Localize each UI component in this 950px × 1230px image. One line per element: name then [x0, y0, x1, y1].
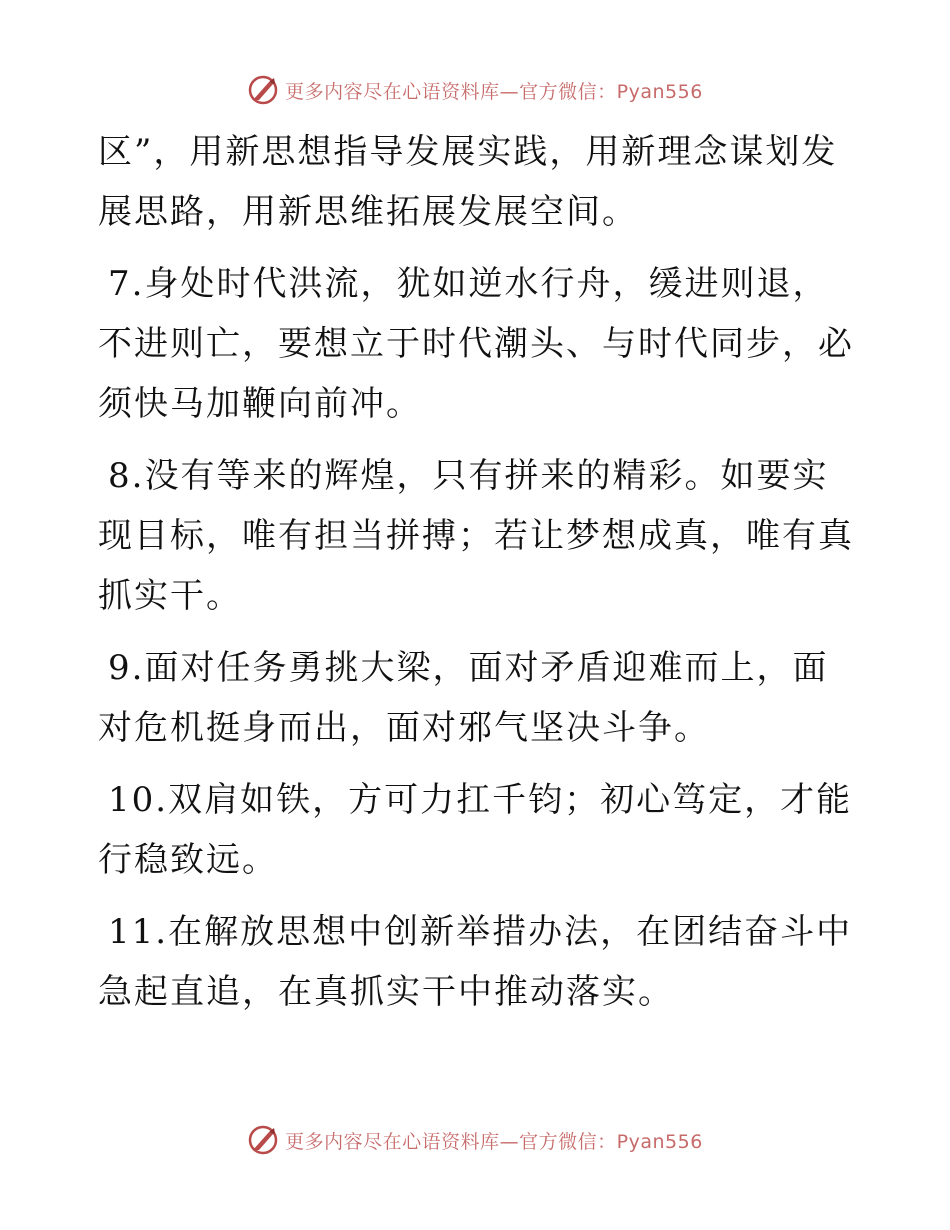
header-banner: [0, 70, 950, 110]
paragraph-item-9: 9.面对任务勇挑大梁，面对矛盾迎难而上，面对危机挺身而出，面对邪气坚决斗争。: [98, 648, 829, 748]
footer-banner-text: 更多内容尽在心语资料库—官方微信：Pyan556: [285, 1130, 703, 1153]
footer-banner: [0, 1120, 950, 1160]
paragraph-item-10: 10.双肩如铁，方可力扛千钧；初心笃定，才能行稳致远。: [98, 780, 853, 880]
header-banner-text: 更多内容尽在心语资料库—官方微信：Pyan556: [285, 80, 703, 103]
document-body: [98, 122, 858, 1034]
quill-pen-logo-icon: [247, 1124, 279, 1156]
paragraph-item-11: 11.在解放思想中创新举措办法，在团结奋斗中急起直追，在真抓实干中推动落实。: [98, 912, 853, 1012]
quill-pen-logo-icon: [247, 74, 279, 106]
paragraph-item-8: 8.没有等来的辉煌，只有拼来的精彩。如要实现目标，唯有担当拼搏；若让梦想成真，唯有真抓实干。: [98, 456, 854, 616]
paragraph-item-7: 7.身处时代洪流，犹如逆水行舟，缓进则退，不进则亡，要想立于时代潮头、与时代同步，必须快马加鞭向前冲。: [98, 264, 854, 424]
paragraph-continuation: 区”，用新思想指导发展实践，用新理念谋划发展思路，用新思维拓展发展空间。: [98, 132, 838, 232]
